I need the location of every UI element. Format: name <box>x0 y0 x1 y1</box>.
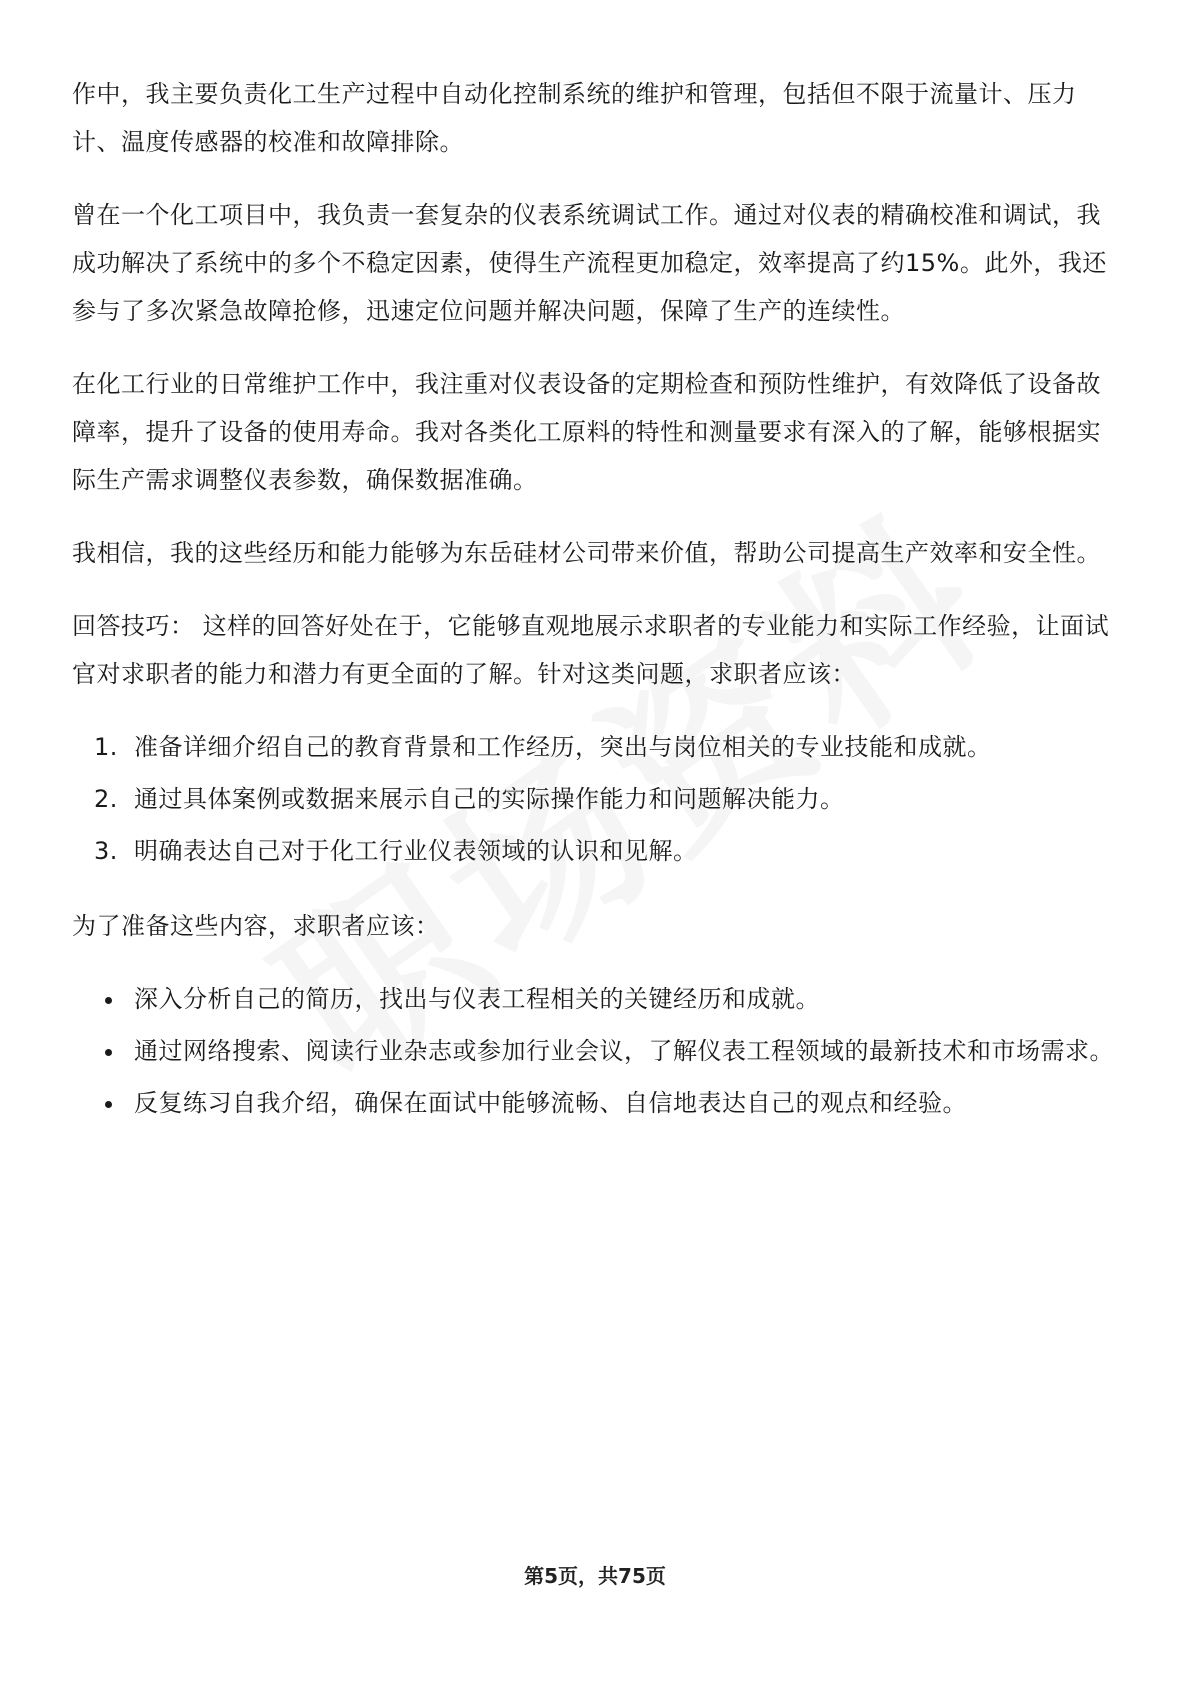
paragraph-conclusion: 我相信，我的这些经历和能力能够为东岳硅材公司带来价值，帮助公司提高生产效率和安全性。 <box>72 539 1101 567</box>
paragraph-answer-tips: 回答技巧： 这样的回答好处在于，它能够直观地展示求职者的专业能力和实际工作经验，让面试官对求职者的能力和潜力有更全面的了解。针对这类问题，求职者应该： <box>72 612 1110 688</box>
list-item: 1. 准备详细介绍自己的教育背景和工作经历，突出与岗位相关的专业技能和成就。 <box>126 723 1122 771</box>
numbered-list <box>72 723 1122 875</box>
bullet-list <box>72 975 1122 1127</box>
paragraph-work-duties: 作中，我主要负责化工生产过程中自动化控制系统的维护和管理，包括但不限于流量计、压力计、温度传感器的校准和故障排除。 <box>72 80 1077 156</box>
paragraph-maintenance: 在化工行业的日常维护工作中，我注重对仪表设备的定期检查和预防性维护，有效降低了设备故障率，提升了设备的使用寿命。我对各类化工原料的特性和测量要求有深入的了解，能够根据实际生产需求调整仪表参数，确保数据准确。 <box>72 370 1101 494</box>
list-item: 2. 通过具体案例或数据来展示自己的实际操作能力和问题解决能力。 <box>126 775 1122 823</box>
list-item: • 通过网络搜索、阅读行业杂志或参加行业会议，了解仪表工程领域的最新技术和市场需求。 <box>126 1027 1122 1075</box>
paragraph-prep-intro: 为了准备这些内容，求职者应该： <box>72 912 440 940</box>
paragraph-project-experience: 曾在一个化工项目中，我负责一套复杂的仪表系统调试工作。通过对仪表的精确校准和调试，我成功解决了系统中的多个不稳定因素，使得生产流程更加稳定，效率提高了约15%。此外，我还参与了多次紧急故障抢修，迅速定位问题并解决问题，保障了生产的连续性。 <box>72 201 1107 325</box>
list-item: • 深入分析自己的简历，找出与仪表工程相关的关键经历和成就。 <box>126 975 1122 1023</box>
document-body <box>72 70 1122 1131</box>
list-item: 3. 明确表达自己对于化工行业仪表领域的认识和见解。 <box>126 827 1122 875</box>
page-number: 第5页，共75页 <box>524 1564 666 1588</box>
list-item: • 反复练习自我介绍，确保在面试中能够流畅、自信地表达自己的观点和经验。 <box>126 1079 1122 1127</box>
